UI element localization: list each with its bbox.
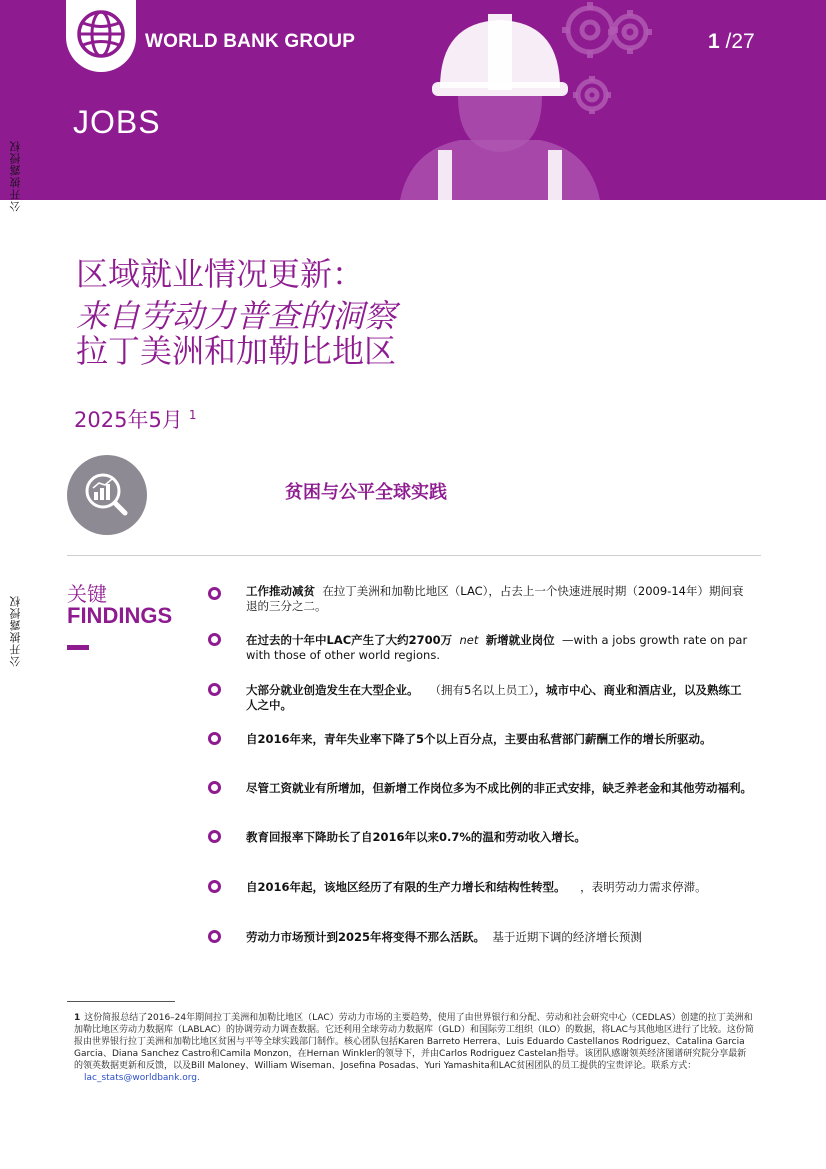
practice-label: 贫困与公平全球实践 [285, 482, 447, 503]
key-findings-accent [67, 645, 89, 650]
section-title: JOBS [73, 104, 161, 140]
finding-item [246, 880, 752, 895]
header-banner [0, 0, 826, 200]
finding-item [246, 781, 752, 796]
finding-bold: ，城市中心、商业和酒店业，以及熟练工人之中。 [246, 683, 742, 712]
finding-text: 在拉丁美洲和加勒比地区（LAC），占去上一个快速进展时期（2009-14年）期间衰退的三分之二。 [246, 584, 744, 613]
finding-item [246, 930, 752, 945]
finding-italic: net [459, 633, 479, 647]
side-label-middle: 公开披露授权 [9, 595, 22, 667]
globe-icon [75, 8, 127, 60]
finding-bold: 教育回报率下降助长了自2016年以来0.7%的温和劳动收入增长。 [246, 830, 586, 844]
title-line-3: 拉丁美洲和加勒比地区 [76, 332, 397, 370]
divider [67, 555, 761, 556]
worker-illustration [380, 0, 680, 200]
chart-magnifier-icon [67, 455, 147, 535]
bullet-icon [208, 830, 221, 843]
footnote-divider [67, 1001, 175, 1002]
page-total: /27 [725, 30, 755, 53]
finding-item [246, 683, 752, 713]
bullet-icon [208, 587, 221, 600]
finding-text: ，表明劳动力需求停滞。 [580, 880, 707, 894]
title-line-2: 来自劳动力普查的洞察 [76, 297, 397, 335]
finding-bold: 工作推动减贫 [246, 584, 315, 598]
bullet-icon [208, 732, 221, 745]
finding-text: —with a jobs growth rate on par with those of other world regions. [246, 633, 748, 662]
finding-item [246, 633, 752, 663]
bullet-icon [208, 633, 221, 646]
world-bank-logo[interactable] [66, 0, 136, 72]
finding-bold: 尽管工资就业有所增加，但新增工作岗位多为不成比例的非正式安排，缺乏养老金和其他劳动福利。 [246, 781, 752, 795]
finding-bold: 劳动力市场预计到2025年将变得不那么活跃。 [246, 930, 486, 944]
finding-item [246, 830, 752, 845]
title-line-1: 区域就业情况更新： [76, 255, 365, 293]
finding-bold: 自2016年起，该地区经历了有限的生产力增长和结构性转型。 [246, 880, 566, 894]
page-current: 1 [708, 30, 720, 53]
side-label-top: 公开披露授权 [9, 140, 22, 212]
finding-item [246, 732, 752, 747]
footnote-ref[interactable]: 1 [188, 408, 197, 422]
bullet-icon [208, 781, 221, 794]
key-findings-heading-en: FINDINGS [67, 603, 173, 628]
finding-bold: 大部分就业创造发生在大型企业。 [246, 683, 419, 697]
finding-bold: 在过去的十年中LAC产生了大约2700万 [246, 633, 453, 647]
finding-text: （拥有5名以上员工） [429, 683, 535, 697]
footnote [74, 1012, 754, 1084]
page-number [708, 30, 755, 54]
finding-bold: 自2016年来，青年失业率下降了5个以上百分点，主要由私营部门薪酬工作的增长所驱动。 [246, 732, 712, 746]
bullet-icon [208, 880, 221, 893]
bullet-icon [208, 683, 221, 696]
bullet-icon [208, 930, 221, 943]
footnote-text: 这份简报总结了2016–24年期间拉丁美洲和加勒比地区（LAC）劳动力市场的主要趋势，使用了由世界银行和分配、劳动和社会研究中心（CEDLAS）创建的拉丁美洲和加勒比地区劳动力数据库（LABLAC）的协调劳动力调查数据。它还利用全球劳动力数据库（GLD）和国际劳工组织（ILO）的数据，将LAC与其他地区进行了比较。这份简报由世界银行拉丁美洲和加勒比地区贫困与平等全球实践部门制作。核心团队包括Karen Barreto Herrera、Luis Eduardo Castellanos Rodriguez、Catalina Garcia Garcia、Diana Sanchez Castro和Camila Monzon，在Hernan Winkler的领导下，并由Carlos Rodriguez Castelan指导。该团队感谢领英经济图谱研究院分享最新的领英数据更新和反馈，以及Bill Maloney、William Wiseman、Josefina Posadas、Yuri Yamashita和LAC贫困团队的员工提供的宝贵评论。联系方式： [74, 1013, 754, 1071]
org-name: WORLD BANK GROUP [145, 31, 356, 52]
publication-date [74, 404, 196, 434]
finding-text: 基于近期下调的经济增长预测 [492, 930, 642, 944]
key-findings-heading-cn: 关键 [67, 582, 107, 606]
contact-email-link[interactable]: lac_stats@worldbank.org. [84, 1073, 200, 1083]
finding-bold: 新增就业岗位 [485, 633, 555, 647]
finding-item [246, 584, 752, 614]
date-text: 2025年5月 [74, 408, 183, 432]
footnote-number: 1 [74, 1013, 81, 1023]
